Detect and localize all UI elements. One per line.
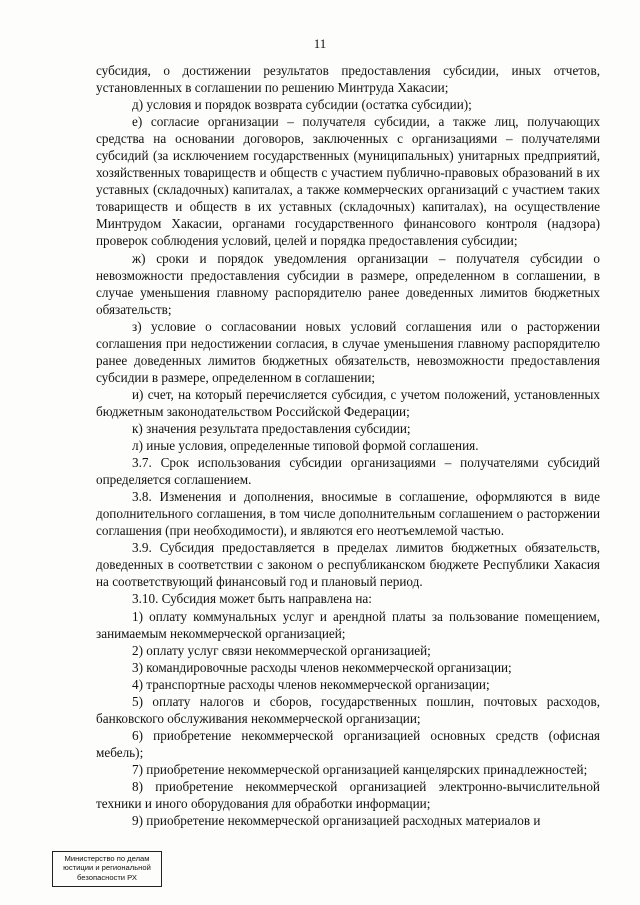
paragraph: 6) приобретение некоммерческой организацией основных средств (офисная мебель);	[96, 727, 600, 760]
paragraph: 5) оплату налогов и сборов, государственных пошлин, почтовых расходов, банковского обслуживания некоммерческой организации;	[96, 693, 600, 726]
stamp-line: безопасности РХ	[77, 872, 137, 882]
paragraph: 3) командировочные расходы членов некоммерческой организации;	[132, 659, 512, 675]
page-number: 11	[313, 36, 327, 51]
paragraph: 3.10. Субсидия может быть направлена на:	[132, 591, 372, 607]
paragraph: е) согласие организации – получателя субсидии, а также лиц, получающих средства на основании договоров, заключенных с организациями – получателями субсидий (за исключением государственных (муниципальных) унитарных предприятий, хозяйственных товариществ и обществ с участием публично-правовых образований в их уставных (складочных) капиталах, а также коммерческих организаций с участием таких товариществ и обществ в их уставных (складочных) капиталах), на осуществление Минтрудом Хакасии, органами государственного финансового контроля (надзора) проверок соблюдения условий, целей и порядка предоставления субсидии;	[96, 114, 600, 249]
stamp-line: юстиции и региональной	[63, 863, 151, 873]
paragraph: з) условие о согласовании новых условий соглашения или о расторжении соглашения при недостижении согласия, в случае уменьшения главному распорядителю ранее доведенных лимитов бюджетных обязательств, невозможности предоставления субсидии в размере, определенном в соглашении;	[96, 318, 600, 385]
document-body	[96, 62, 600, 829]
paragraph: субсидия, о достижении результатов предоставления субсидии, иных отчетов, установленных в соглашении по решению Минтруда Хакасии;	[96, 63, 600, 96]
paragraph: ж) сроки и порядок уведомления организации – получателя субсидии о невозможности предоставления субсидии в размере, определенном в соглашении, в случае уменьшения главному распорядителю ранее доведенных лимитов бюджетных обязательств;	[96, 250, 600, 317]
paragraph: 3.8. Изменения и дополнения, вносимые в соглашение, оформляются в виде дополнительного соглашения, в том числе дополнительным соглашением о расторжении соглашения (при необходимости), и являются его неотъемлемой частью.	[96, 489, 600, 539]
ministry-stamp	[52, 851, 162, 887]
paragraph: д) условия и порядок возврата субсидии (остатка субсидии);	[132, 97, 472, 113]
paragraph: 9) приобретение некоммерческой организацией расходных материалов и	[132, 813, 541, 829]
paragraph: 3.9. Субсидия предоставляется в пределах лимитов бюджетных обязательств, доведенных в соответствии с законом о республиканском бюджете Республики Хакасия на соответствующий финансовый год и плановый период.	[96, 540, 600, 590]
paragraph: 3.7. Срок использования субсидии организациями – получателями субсидий определяется соглашением.	[96, 455, 600, 488]
paragraph: 7) приобретение некоммерческой организацией канцелярских принадлежностей;	[132, 761, 588, 777]
paragraph: л) иные условия, определенные типовой формой соглашения.	[132, 438, 479, 454]
paragraph: 8) приобретение некоммерческой организацией электронно-вычислительной техники и иного оборудования для обработки информации;	[96, 778, 600, 812]
paragraph: 2) оплату услуг связи некоммерческой организацией;	[132, 642, 431, 658]
paragraph: 1) оплату коммунальных услуг и арендной платы за пользование помещением, занимаемым некоммерческой организацией;	[96, 608, 600, 641]
paragraph: 4) транспортные расходы членов некоммерческой организации;	[132, 676, 490, 692]
stamp-line: Министерство по делам	[64, 854, 150, 863]
paragraph: к) значения результата предоставления субсидии;	[132, 420, 411, 436]
paragraph: и) счет, на который перечисляется субсидия, с учетом положений, установленных бюджетным законодательством Российской Федерации;	[96, 386, 600, 419]
